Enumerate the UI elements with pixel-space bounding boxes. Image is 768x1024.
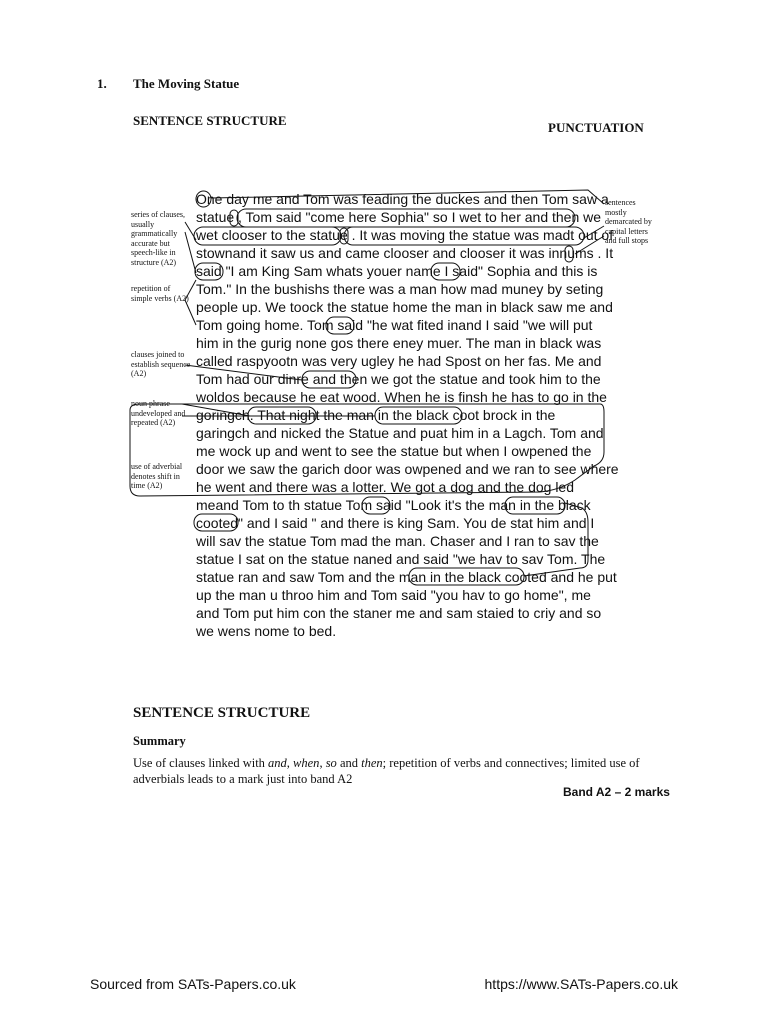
essay-line: he went and there was a lotter. We got a dog and the dog led — [196, 479, 575, 495]
summary-comma: , — [319, 756, 326, 770]
question-number: 1. — [97, 76, 107, 91]
essay-line: One day me and Tom was feading the duckes and then Tom saw a — [196, 191, 609, 207]
question-title: The Moving Statue — [133, 76, 240, 91]
essay-line: statue , Tom said "come here Sophia" so I wet to her and then we — [196, 209, 602, 225]
link-line — [185, 300, 196, 325]
bracket-line — [130, 404, 619, 496]
essay-line: people up. We toock the statue home the man in black saw me and — [196, 299, 613, 315]
essay-line: we wens nome to bed. — [196, 623, 337, 639]
band-mark: Band A2 – 2 marks — [563, 785, 670, 799]
summary-when: when — [293, 756, 320, 770]
essay-line: will sav the statue Tom mad the man. Chaser and I ran to sav the — [196, 533, 599, 549]
summary-text-b: and — [336, 756, 362, 770]
summary-so: so — [325, 756, 337, 770]
essay-line: said "I am King Sam whats youer name I said" Sophia and this is — [196, 263, 598, 279]
mark-oval — [344, 227, 584, 245]
essay-line: door we saw the garich door was owpened and we ran to see where — [196, 461, 619, 477]
mark-oval — [302, 371, 356, 388]
essay-line: me wock up and went to see the statue but when I owpened the — [196, 443, 592, 459]
margin-note-clauses: series of clauses, usually grammatically accurate but speech-like in structure (A2) — [131, 210, 185, 267]
link-line — [182, 404, 250, 416]
mark-oval — [409, 568, 524, 585]
mark-oval — [375, 407, 462, 424]
mark-oval — [194, 514, 238, 531]
essay-line: up the man u throo him and Tom said "you hav to go home", me — [196, 587, 591, 603]
essay-line: statue ran and saw Tom and the man in the black cooted and he put — [196, 569, 617, 585]
summary-text-c: ; repetition of verbs and connectives; limited use of adverbials leads to a mark just into band A2 — [133, 756, 640, 786]
mark-oval — [362, 497, 390, 514]
essay-line: wet clooser to the statue . It was moving the statue was madt out of — [196, 227, 614, 243]
summary-text-a: Use of clauses linked with — [133, 756, 269, 770]
essay-line: called raspyootn was very ugley he had Spost on her fas. Me and — [196, 353, 602, 369]
mark-oval — [237, 209, 575, 227]
link-line — [211, 190, 604, 204]
link-line — [185, 365, 302, 380]
link-line — [185, 280, 196, 300]
margin-note-punctuation: sentences mostly demarcated by capital letters and full stops — [605, 198, 652, 245]
essay-line: Tom going home. Tom said "he wat fited inand I said "we will put — [196, 317, 593, 333]
mark-oval — [565, 246, 573, 262]
summary-comma: , — [286, 756, 294, 770]
essay-line: goringch. That night the man in the black coot brock in the — [196, 407, 556, 423]
link-line — [584, 226, 604, 238]
margin-note-sequence: clauses joined to establish sequence (A2) — [131, 350, 191, 378]
summary-and: and — [268, 756, 287, 770]
footer-url[interactable]: https://www.SATs-Papers.co.uk — [484, 976, 678, 992]
essay-line: and Tom put him con the staner me and sam staied to criy and so — [196, 605, 602, 621]
mark-oval — [194, 227, 341, 245]
margin-note-adverbial: use of adverbial denotes shift in time (A2) — [131, 462, 183, 490]
link-line — [575, 236, 604, 254]
margin-note-noun-phrase: noun phrase undeveloped and repeated (A2) — [131, 399, 186, 427]
essay-line: him in the gurig none gos there eney muer. The man in black was — [196, 335, 602, 351]
essay-line: Tom." In the bushishs there was a man how mad muney by seting — [196, 281, 604, 297]
mark-oval — [196, 191, 211, 207]
footer-source: Sourced from SATs-Papers.co.uk — [90, 976, 296, 992]
essay-line: stownand it saw us and came clooser and clooser it was innums . It — [196, 245, 614, 261]
punctuation-header: PUNCTUATION — [548, 120, 644, 135]
essay-line: cooted" and I said " and there is king Sam. You de stat him and I — [196, 515, 595, 531]
summary-heading: SENTENCE STRUCTURE — [133, 705, 311, 721]
essay-line: Tom had our dinre and then we got the statue and took him to the — [196, 371, 601, 387]
summary-label: Summary — [133, 734, 186, 748]
essay-line: woldos because he eat wood. When he is finsh he has to go in the — [196, 389, 607, 405]
mark-oval — [326, 317, 354, 334]
sentence-structure-header: SENTENCE STRUCTURE — [133, 113, 287, 128]
essay-line: meand Tom to th statue Tom said "Look it's the man in the black — [196, 497, 591, 513]
margin-note-repetition: repetition of simple verbs (A2) — [131, 284, 189, 303]
mark-oval — [505, 497, 565, 514]
summary-then: then — [361, 756, 383, 770]
summary-text — [133, 755, 693, 787]
essay-line: garingch and nicked the Statue and puat him in a Lagch. Tom and — [196, 425, 604, 441]
mark-oval — [431, 263, 460, 280]
essay-line: statue I sat on the statue naned and said "we hav to sav Tom. The — [196, 551, 606, 567]
mark-oval — [195, 263, 223, 280]
